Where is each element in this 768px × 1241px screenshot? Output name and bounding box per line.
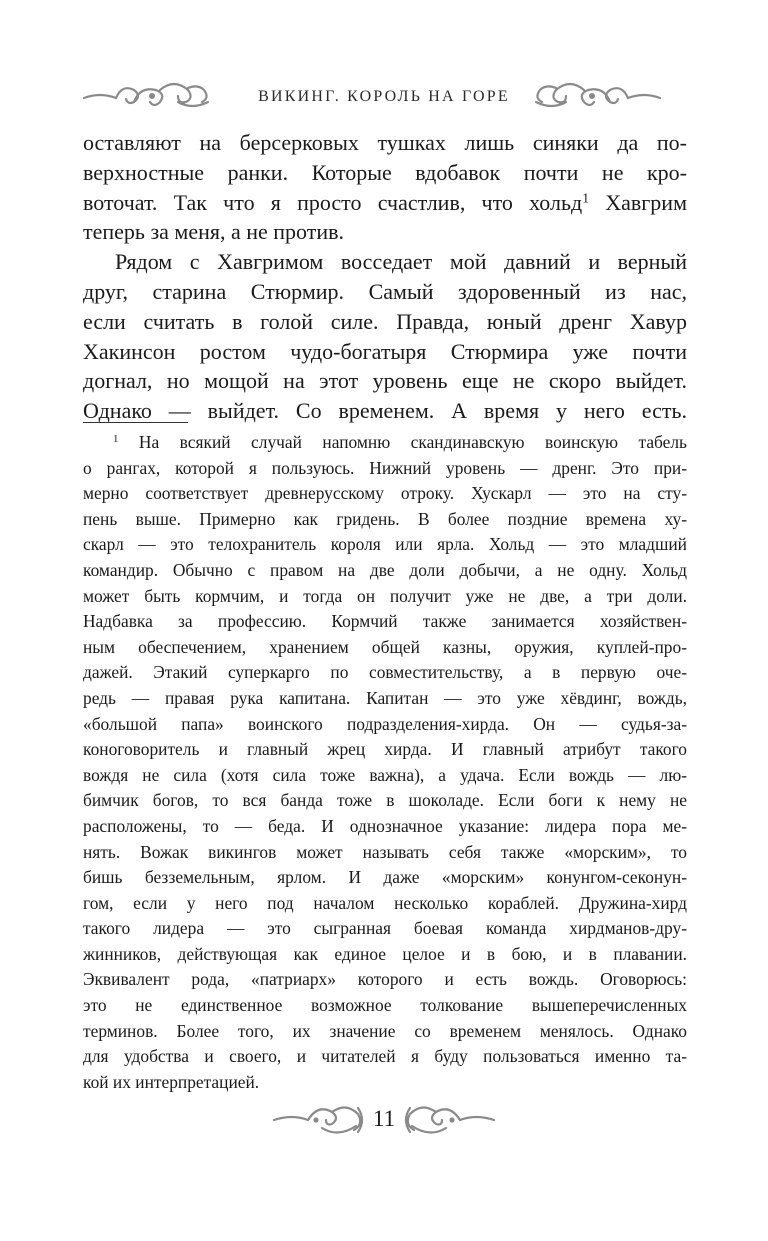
text-line: Рядом с Хавгримом восседает мой давний и верный: [115, 249, 687, 275]
footnote-line: командир. Обычно с правом на две доли добычи, а не одну. Хольд: [83, 559, 687, 580]
footnote-reference[interactable]: 1: [582, 190, 590, 206]
text-line: Однако — выйдет. Со временем. А время у него есть.: [83, 398, 687, 424]
footnote-line: гом, если у него под началом несколько кораблей. Дружина-хирд: [83, 892, 687, 913]
footnote-line: о рангах, которой я пользуюсь. Нижний уровень — дренг. Это при-: [83, 457, 687, 478]
footnote-line: коноговоритель и главный жрец хирда. И главный атрибут такого: [83, 739, 687, 760]
text-line: оставляют на берсерковых тушках лишь синяки да по-: [83, 130, 687, 155]
text-line: друг, старина Стюрмир. Самый здоровенный из нас,: [83, 278, 687, 304]
page-footer: [0, 1098, 768, 1142]
footnote-line: такого лидера — это сыгранная боевая команда хирдманов-дру-: [83, 918, 687, 939]
running-header: [0, 74, 768, 118]
footnote: [83, 430, 687, 1095]
text-line: воточат. Так что я просто счастлив, что хольд$^1$ Хавгрим: [83, 189, 687, 215]
running-title: ВИКИНГ. КОРОЛЬ НА ГОРЕ: [258, 88, 510, 105]
footnote-line: расположены, то — беда. И однозначное указание: лидера пора ме-: [83, 815, 687, 836]
footnote-line: жинников, действующая как единое целое и в бою, и в плавании.: [83, 943, 687, 964]
text-line: теперь за меня, а не против.: [83, 219, 345, 245]
header-right-ornament-icon: [524, 74, 664, 118]
footnote-line: кой их интерпретацией.: [83, 1071, 260, 1092]
page-number: 11: [372, 1106, 396, 1131]
footnote-line: вождя не сила (хотя сила тоже важна), а удача. Если вождь — лю-: [83, 764, 687, 785]
footnote-line: ным обеспечением, хранением общей казны, оружия, куплей-про-: [83, 636, 687, 657]
text-line: Хакинсон ростом чудо-богатыря Стюрмира уже почти: [83, 338, 687, 364]
footnote-line: бимчик богов, то вся банда тоже в шоколаде. Если боги к нему не: [83, 790, 687, 811]
footnote-line: дажей. Этакий суперкарго по совместительству, а в первую оче-: [83, 662, 687, 683]
footnote-line: «большой папа» воинского подразделения-хирда. Он — судья-за-: [83, 713, 687, 734]
footnote-line: для удобства и своего, и читателей я буду пользоваться именно та-: [83, 1046, 687, 1067]
footnote-line: редь — правая рука капитана. Капитан — это уже хёвдинг, вождь,: [83, 687, 687, 708]
footnote-line: может быть кормчим, и тогда он получит уже не две, а три доли.: [83, 585, 687, 606]
main-text: [83, 128, 687, 426]
footnote-line: пень выше. Примерно как гридень. В более поздние времена ху-: [83, 508, 687, 529]
footnote-line: нять. Вожак викингов может называть себя также «морским», то: [83, 841, 687, 862]
text-line: верхностные ранки. Которые вдобавок почти не кро-: [83, 159, 687, 185]
text-line: догнал, но мощой на этот уровень еще не скоро выйдет.: [83, 368, 687, 394]
footnote-line: Надбавка за профессию. Кормчий также занимается хозяйствен-: [83, 611, 687, 632]
footnote-line: мерно соответствует древнерусскому отроку. Хускарл — это на сту-: [83, 483, 687, 504]
footnote-divider: [83, 422, 188, 423]
footnote-marker: 1: [113, 433, 119, 446]
footnote-line: $^1$ На всякий случай напомню скандинавскую воинскую табель: [113, 432, 687, 452]
footnote-line: скарл — это телохранитель короля или ярла. Хольд — это младший: [83, 534, 687, 555]
footer-right-ornament-icon: [392, 1098, 500, 1142]
text-line: если считать в голой силе. Правда, юный дренг Хавур: [83, 308, 687, 334]
footnote-line: Эквивалент рода, «патриарх» которого и есть вождь. Оговорюсь:: [83, 969, 687, 990]
footnote-line: бишь безземельным, ярлом. И даже «морским» конунгом-секонун-: [83, 867, 687, 888]
footnote-line: терминов. Более того, их значение со временем менялось. Однако: [83, 1020, 687, 1041]
footnote-line: это не единственное возможное толкование вышеперечисленных: [83, 995, 687, 1016]
